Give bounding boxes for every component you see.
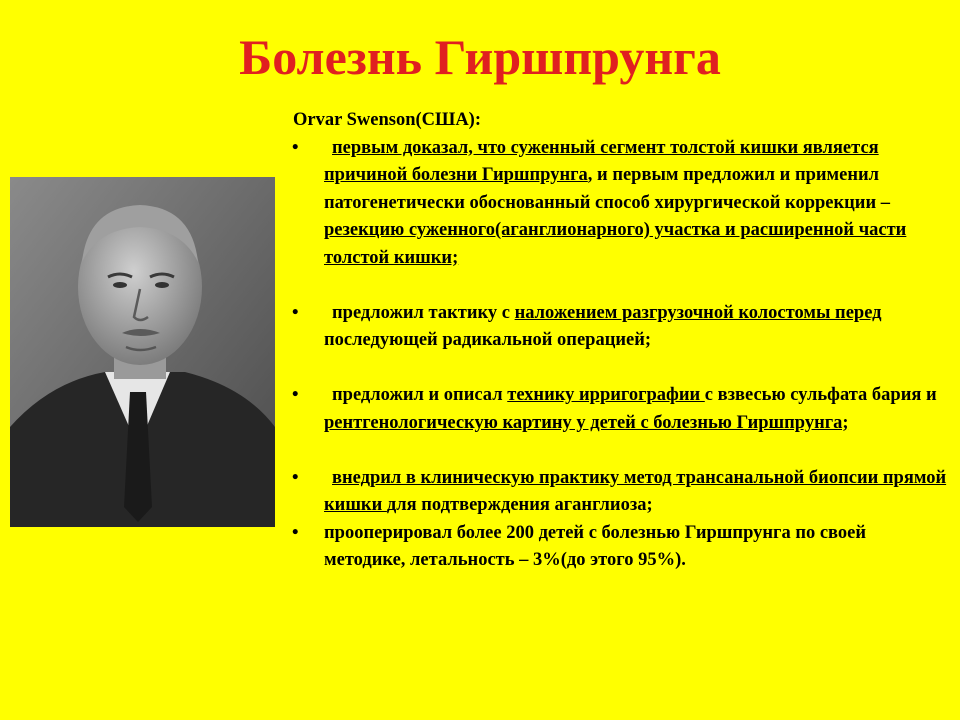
item-text: предложил тактику с — [332, 302, 515, 323]
item-text: рентгенологическую картину у детей с болезнью Гиршпрунга; — [324, 412, 849, 433]
bullet-icon: • — [292, 385, 299, 405]
intro-line: Orvar Swenson(США): — [293, 110, 482, 130]
bullet-icon: • — [292, 302, 299, 323]
item-text: технику ирригографии — [507, 385, 705, 405]
item-text: предложил и описал — [332, 385, 508, 405]
item-text: прооперировал более 200 детей с болезнью Гиршпрунга по своей методике, летальность – 3%(до этого 95%). — [324, 522, 867, 570]
item-text: последующей радикальной операцией; — [324, 330, 652, 350]
portrait-photo — [10, 177, 275, 527]
bullet-item-5 — [292, 520, 952, 575]
bullet-item-2 — [292, 300, 952, 355]
item-text: первым доказал, что суженный сегмент толстой кишки является причиной болезни Гиршпрунга — [324, 137, 879, 185]
bullet-icon: • — [292, 522, 299, 543]
bullet-item-3 — [292, 382, 952, 437]
bullet-icon: • — [292, 467, 299, 488]
portrait-image — [10, 177, 275, 527]
bullet-icon: • — [292, 137, 299, 158]
item-text: внедрил в клиническую практику метод трансанальной биопсии прямой кишки — [324, 467, 947, 515]
bullet-item-1 — [292, 135, 952, 273]
content-text — [292, 107, 952, 575]
slide-title: Болезнь Гиршпрунга — [239, 29, 721, 85]
item-text: , и первым предложил и применил патогенетически обоснованный способ хирургической коррекции – — [324, 165, 890, 213]
item-text: для подтверждения аганглиоза; — [386, 495, 653, 515]
item-text: с взвесью сульфата бария и — [704, 385, 937, 405]
bullet-item-4 — [292, 465, 952, 520]
item-text: резекцию суженного(аганглионарного) участка и расширенной части толстой кишки; — [324, 220, 907, 268]
item-text: наложением разгрузочной колостомы перед — [514, 302, 882, 323]
